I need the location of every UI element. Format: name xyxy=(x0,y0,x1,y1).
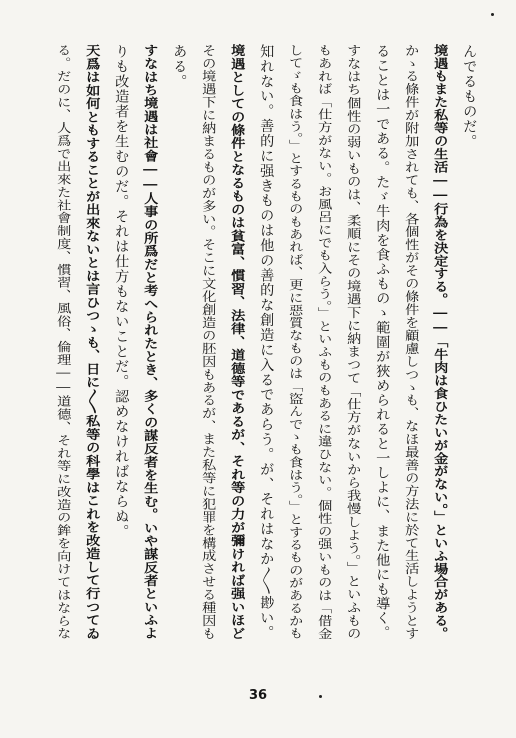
text-line-13: りも改造者を生むのだ。それは仕方もないことだ。認めなければならぬ。 xyxy=(113,44,130,539)
text-line-14: 天爲は如何ともすることが出來ないとは言ひつゝも、日に〳〵私等の科學はこれを改造して行つてゐ xyxy=(84,44,101,640)
text-line-9: 境遇としての條件となるものは貧富、慣習、法律、道德等であるが、それ等の力が彌ければ强いほど xyxy=(229,44,246,641)
text-line-10: その境遇下に納まるものが多い。そこに文化創造の胚因もあるが、また私等に犯罪を構成させる種因も xyxy=(200,44,217,641)
scan-speck xyxy=(491,13,494,16)
text-line-4: ることは一である。たゞ牛肉を食ふものゝ範圍が狹められると一しよに、また他にも導く。 xyxy=(374,44,391,640)
scan-speck xyxy=(319,695,322,698)
text-line-6: もあれば「仕方がない。お風呂にでも入らう。」といふものもあるに違ひない。個性の强いものは「借金 xyxy=(316,44,333,641)
text-line-8: 知れない。善的に强きものは他の善的な創造に入るであらう。が、それはなか〳〵尠い。 xyxy=(258,44,275,641)
text-line-2: 境遇もまた私等の生活――行為を決定する。――「牛肉は食ひたいが金がない。」といふ場合がある。 xyxy=(432,44,449,641)
text-line-7: してゞも食はう。」とするものもあれば、更に惡質なものは「盜んでゝも食はう。」とするものがあるかも xyxy=(287,44,304,640)
text-line-5: すなはち個性の弱いものは、柔順にその境遇下に納まつて「仕方がないから我慢しよう。」といふもの xyxy=(345,44,362,641)
text-line-3: かゝる條件が附加されても、各個性がその條件を顧慮しつゝも、なほ最善の方法に於て生活しようとす xyxy=(403,44,420,641)
text-line-15: る。だのに、人爲で出來た社會制度、慣習、風俗、倫理――道德、それ等に改造の鉾を向けてはならな xyxy=(55,44,72,640)
page-number: 36 xyxy=(248,688,268,703)
text-line-11: ある。 xyxy=(171,44,188,89)
text-line-1: んでるものだ。 xyxy=(461,44,478,149)
text-line-12: すなはち境遇は社會――人事の所爲だと考へられたとき、多くの謀反者を生む。いや謀反者といふよ xyxy=(142,44,159,640)
